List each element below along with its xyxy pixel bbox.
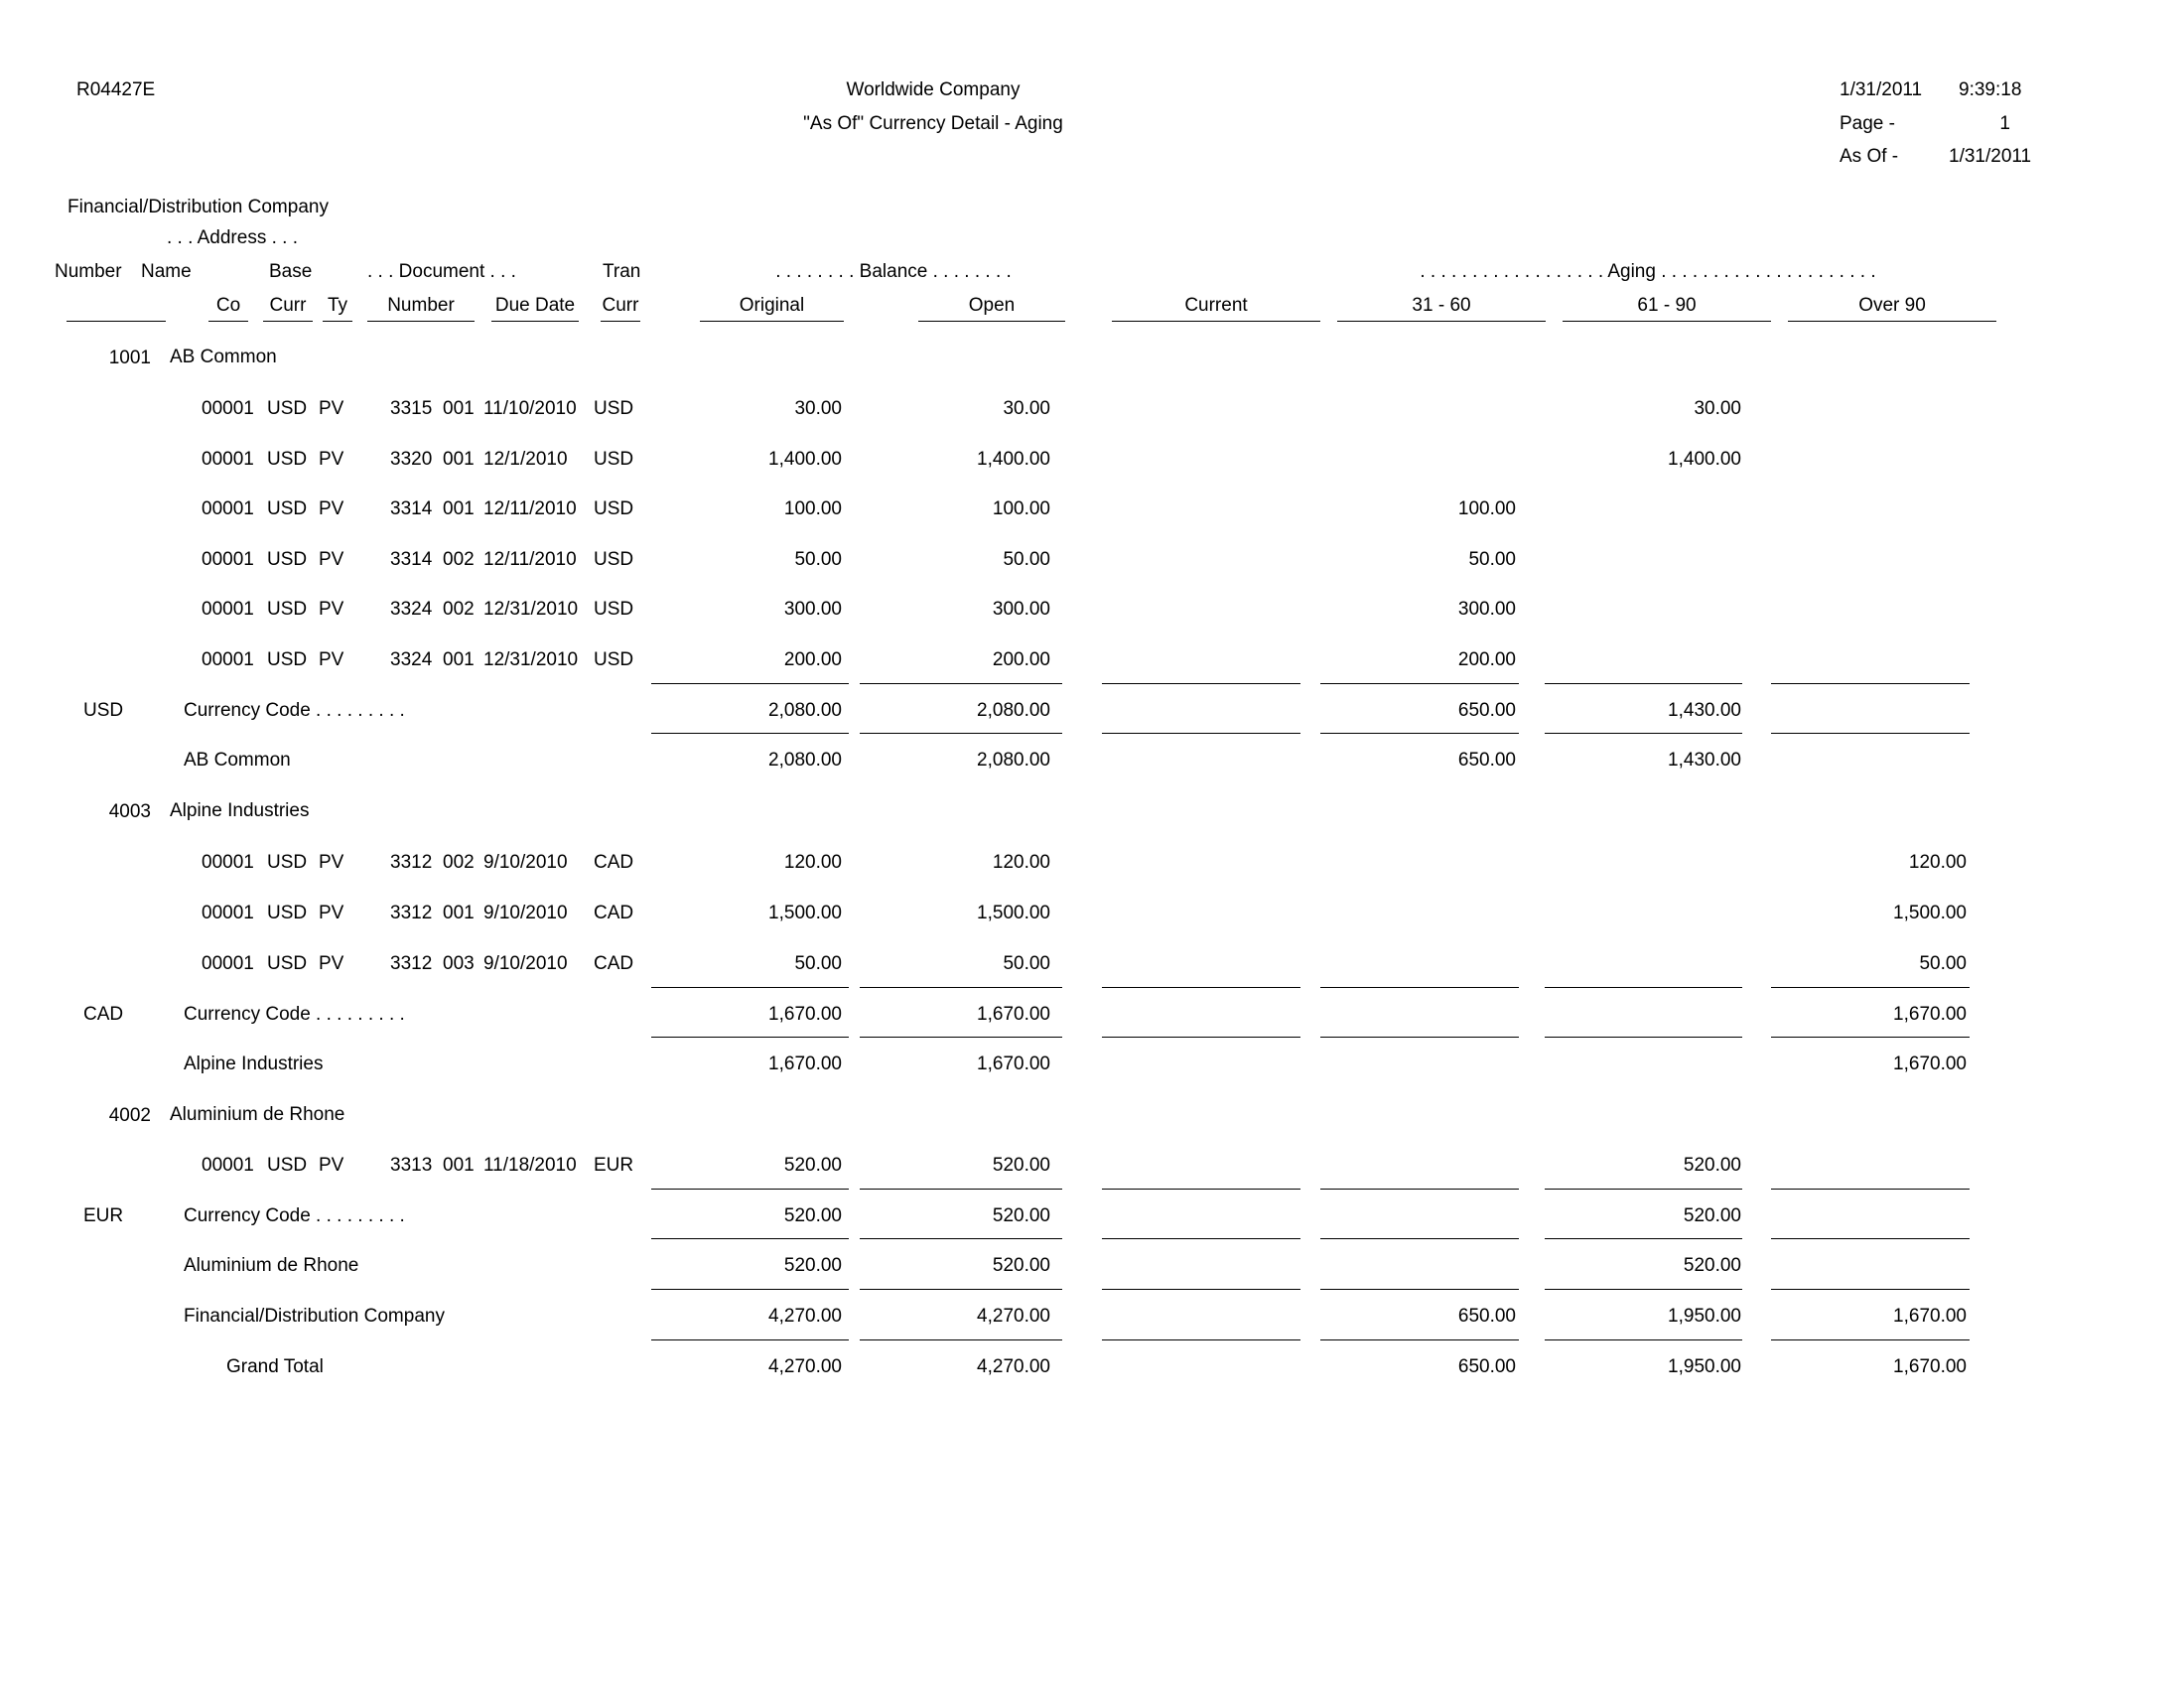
amount-original: 100.00: [783, 498, 842, 519]
amount-original: 200.00: [783, 649, 842, 670]
grand-total-label: Grand Total: [226, 1356, 324, 1377]
total-original: 2,080.00: [768, 750, 842, 771]
col-tran-heading: Tran: [603, 261, 641, 282]
total-over90: 1,670.00: [1893, 1356, 1967, 1377]
total-d31-60: 650.00: [1457, 1306, 1516, 1327]
detail-doc-number: 3312: [390, 903, 433, 923]
amount-open: 1,400.00: [977, 449, 1050, 470]
as-of-date: 1/31/2011: [1949, 146, 2032, 167]
total-label: AB Common: [184, 750, 291, 771]
detail-doc-item: 001: [443, 449, 475, 470]
total-d61-90: 1,950.00: [1668, 1306, 1741, 1327]
balance-group-heading: . . . . . . . . Balance . . . . . . . .: [775, 261, 1012, 282]
detail-tran-currency: USD: [594, 549, 634, 570]
supplier-name: AB Common: [170, 347, 277, 367]
detail-doc-number: 3315: [390, 398, 433, 419]
amount-open: 1,500.00: [977, 903, 1050, 923]
total-rule: [651, 733, 849, 734]
total-rule: [1545, 987, 1742, 988]
amount-d61-90: 520.00: [1683, 1155, 1741, 1176]
section-company: Financial/Distribution Company: [68, 197, 329, 217]
total-original: 4,270.00: [768, 1306, 842, 1327]
amount-original: 50.00: [794, 549, 842, 570]
detail-base-currency: USD: [267, 549, 308, 570]
document-group-heading: . . . Document . . .: [367, 261, 516, 282]
total-label: Alpine Industries: [184, 1054, 324, 1074]
page-label: Page -: [1840, 113, 1895, 134]
col-curr-heading: Curr: [269, 295, 307, 316]
total-rule: [1771, 1037, 1970, 1038]
detail-due-date: 11/10/2010: [483, 398, 577, 419]
col-over-90-heading: Over 90: [1858, 295, 1926, 316]
total-rule: [1320, 1189, 1519, 1190]
detail-due-date: 12/1/2010: [483, 449, 568, 470]
detail-doc-type: PV: [319, 953, 344, 974]
detail-base-currency: USD: [267, 498, 308, 519]
total-open: 1,670.00: [977, 1054, 1050, 1074]
total-currency-code: CAD: [83, 1004, 124, 1025]
total-rule: [860, 987, 1062, 988]
amount-d31-60: 50.00: [1468, 549, 1516, 570]
total-rule: [1545, 733, 1742, 734]
amount-open: 50.00: [1003, 549, 1050, 570]
total-rule: [1320, 1339, 1519, 1340]
total-rule: [1771, 683, 1970, 684]
total-original: 1,670.00: [768, 1054, 842, 1074]
amount-original: 1,400.00: [768, 449, 842, 470]
total-open: 2,080.00: [977, 750, 1050, 771]
detail-company: 00001: [202, 498, 254, 519]
amount-original: 300.00: [783, 599, 842, 620]
total-rule: [860, 1289, 1062, 1290]
detail-tran-currency: CAD: [594, 903, 634, 923]
detail-due-date: 9/10/2010: [483, 852, 568, 873]
detail-company: 00001: [202, 852, 254, 873]
total-label: Financial/Distribution Company: [184, 1306, 445, 1327]
total-rule: [860, 1339, 1062, 1340]
total-rule: [860, 1238, 1062, 1239]
col-name-heading: Name: [141, 261, 192, 282]
detail-doc-number: 3314: [390, 498, 433, 519]
detail-due-date: 12/11/2010: [483, 549, 577, 570]
total-d61-90: 520.00: [1683, 1255, 1741, 1276]
total-rule: [651, 1189, 849, 1190]
total-rule: [1545, 1339, 1742, 1340]
col-current-heading: Current: [1184, 295, 1248, 316]
total-over90: 1,670.00: [1893, 1004, 1967, 1025]
detail-doc-type: PV: [319, 599, 344, 620]
detail-tran-currency: USD: [594, 649, 634, 670]
detail-doc-number: 3312: [390, 852, 433, 873]
amount-d31-60: 100.00: [1457, 498, 1516, 519]
detail-doc-number: 3320: [390, 449, 433, 470]
total-rule: [651, 683, 849, 684]
total-rule: [1102, 1339, 1300, 1340]
detail-doc-type: PV: [319, 449, 344, 470]
total-rule: [1320, 987, 1519, 988]
col-due-date-heading: Due Date: [494, 295, 576, 316]
detail-company: 00001: [202, 398, 254, 419]
total-currency-code: USD: [83, 700, 124, 721]
detail-tran-currency: CAD: [594, 953, 634, 974]
supplier-name: Aluminium de Rhone: [170, 1104, 345, 1125]
detail-company: 00001: [202, 449, 254, 470]
detail-due-date: 12/31/2010: [483, 599, 579, 620]
detail-base-currency: USD: [267, 599, 308, 620]
detail-doc-item: 002: [443, 852, 475, 873]
total-original: 4,270.00: [768, 1356, 842, 1377]
col-open-heading: Open: [968, 295, 1016, 316]
detail-doc-type: PV: [319, 498, 344, 519]
detail-doc-item: 002: [443, 599, 475, 620]
amount-open: 50.00: [1003, 953, 1050, 974]
detail-doc-item: 001: [443, 1155, 475, 1176]
total-rule: [860, 733, 1062, 734]
col-ty-heading: Ty: [327, 295, 348, 316]
total-rule: [1102, 1037, 1300, 1038]
detail-tran-currency: USD: [594, 498, 634, 519]
detail-doc-type: PV: [319, 903, 344, 923]
amount-d31-60: 200.00: [1457, 649, 1516, 670]
detail-due-date: 9/10/2010: [483, 903, 568, 923]
amount-d61-90: 1,400.00: [1668, 449, 1741, 470]
total-rule: [1771, 1189, 1970, 1190]
detail-doc-number: 3312: [390, 953, 433, 974]
detail-doc-number: 3313: [390, 1155, 433, 1176]
total-open: 4,270.00: [977, 1356, 1050, 1377]
amount-open: 30.00: [1003, 398, 1050, 419]
detail-base-currency: USD: [267, 398, 308, 419]
amount-open: 120.00: [992, 852, 1050, 873]
total-d31-60: 650.00: [1457, 1356, 1516, 1377]
supplier-name: Alpine Industries: [170, 800, 310, 821]
detail-base-currency: USD: [267, 852, 308, 873]
detail-tran-currency: USD: [594, 449, 634, 470]
amount-d31-60: 300.00: [1457, 599, 1516, 620]
amount-original: 120.00: [783, 852, 842, 873]
detail-doc-item: 001: [443, 649, 475, 670]
detail-doc-item: 001: [443, 398, 475, 419]
detail-doc-item: 003: [443, 953, 475, 974]
total-label: Currency Code . . . . . . . . .: [184, 1004, 405, 1025]
total-label: Currency Code . . . . . . . . .: [184, 700, 405, 721]
total-rule: [1102, 1289, 1300, 1290]
detail-company: 00001: [202, 953, 254, 974]
detail-company: 00001: [202, 649, 254, 670]
col-61-90-heading: 61 - 90: [1637, 295, 1697, 316]
total-rule: [1545, 1037, 1742, 1038]
col-tran-curr-heading: Curr: [602, 295, 639, 316]
amount-original: 520.00: [783, 1155, 842, 1176]
col-base-heading: Base: [269, 261, 313, 282]
total-rule: [1771, 1339, 1970, 1340]
total-rule: [1320, 683, 1519, 684]
total-open: 520.00: [992, 1255, 1050, 1276]
total-d31-60: 650.00: [1457, 700, 1516, 721]
detail-doc-number: 3324: [390, 599, 433, 620]
supplier-number: 4003: [108, 801, 151, 822]
amount-over90: 50.00: [1919, 953, 1967, 974]
detail-tran-currency: CAD: [594, 852, 634, 873]
as-of-label: As Of -: [1840, 146, 1899, 167]
total-currency-code: EUR: [83, 1205, 124, 1226]
amount-over90: 1,500.00: [1893, 903, 1967, 923]
total-d61-90: 520.00: [1683, 1205, 1741, 1226]
detail-doc-number: 3314: [390, 549, 433, 570]
detail-tran-currency: USD: [594, 599, 634, 620]
detail-due-date: 12/11/2010: [483, 498, 577, 519]
total-rule: [1545, 683, 1742, 684]
total-rule: [651, 987, 849, 988]
total-rule: [860, 683, 1062, 684]
total-rule: [1102, 1189, 1300, 1190]
total-rule: [1320, 733, 1519, 734]
total-rule: [1545, 1189, 1742, 1190]
detail-due-date: 9/10/2010: [483, 953, 568, 974]
detail-doc-type: PV: [319, 649, 344, 670]
detail-due-date: 11/18/2010: [483, 1155, 577, 1176]
detail-doc-item: 001: [443, 903, 475, 923]
total-original: 520.00: [783, 1255, 842, 1276]
col-co-heading: Co: [215, 295, 241, 316]
detail-tran-currency: USD: [594, 398, 634, 419]
detail-doc-type: PV: [319, 398, 344, 419]
total-over90: 1,670.00: [1893, 1054, 1967, 1074]
detail-base-currency: USD: [267, 953, 308, 974]
total-rule: [1320, 1238, 1519, 1239]
amount-open: 100.00: [992, 498, 1050, 519]
total-d61-90: 1,950.00: [1668, 1356, 1741, 1377]
detail-base-currency: USD: [267, 649, 308, 670]
total-d61-90: 1,430.00: [1668, 750, 1741, 771]
detail-doc-item: 001: [443, 498, 475, 519]
amount-open: 520.00: [992, 1155, 1050, 1176]
total-rule: [651, 1238, 849, 1239]
total-original: 520.00: [783, 1205, 842, 1226]
total-rule: [1771, 1289, 1970, 1290]
total-rule: [1320, 1289, 1519, 1290]
report-id: R04427E: [76, 79, 156, 100]
col-31-60-heading: 31 - 60: [1412, 295, 1471, 316]
detail-due-date: 12/31/2010: [483, 649, 579, 670]
detail-company: 00001: [202, 549, 254, 570]
detail-doc-type: PV: [319, 549, 344, 570]
total-rule: [1771, 733, 1970, 734]
aging-group-heading: . . . . . . . . . . . . . . . . . . Aging . . . . . . . . . . . . . . . . . . . . .: [1420, 261, 1876, 282]
total-d61-90: 1,430.00: [1668, 700, 1741, 721]
total-label: Currency Code . . . . . . . . .: [184, 1205, 405, 1226]
address-group-heading: . . . Address . . .: [167, 227, 298, 248]
report-time: 9:39:18: [1959, 79, 2022, 100]
total-rule: [1545, 1289, 1742, 1290]
report-date: 1/31/2011: [1840, 79, 1923, 100]
amount-over90: 120.00: [1908, 852, 1967, 873]
detail-company: 00001: [202, 599, 254, 620]
total-rule: [860, 1189, 1062, 1190]
total-open: 2,080.00: [977, 700, 1050, 721]
detail-doc-number: 3324: [390, 649, 433, 670]
col-number-heading: Number: [55, 261, 122, 282]
total-open: 4,270.00: [977, 1306, 1050, 1327]
total-rule: [1320, 1037, 1519, 1038]
total-rule: [1102, 733, 1300, 734]
amount-original: 30.00: [794, 398, 842, 419]
detail-base-currency: USD: [267, 903, 308, 923]
total-open: 1,670.00: [977, 1004, 1050, 1025]
detail-base-currency: USD: [267, 449, 308, 470]
total-original: 1,670.00: [768, 1004, 842, 1025]
total-over90: 1,670.00: [1893, 1306, 1967, 1327]
report-title: "As Of" Currency Detail - Aging: [803, 113, 1063, 134]
amount-original: 1,500.00: [768, 903, 842, 923]
amount-original: 50.00: [794, 953, 842, 974]
page-number: 1: [1999, 113, 2010, 134]
total-open: 520.00: [992, 1205, 1050, 1226]
total-label: Aluminium de Rhone: [184, 1255, 359, 1276]
col-doc-number-heading: Number: [387, 295, 455, 316]
company-title: Worldwide Company: [846, 79, 1021, 100]
amount-d61-90: 30.00: [1694, 398, 1741, 419]
total-rule: [1771, 1238, 1970, 1239]
detail-doc-item: 002: [443, 549, 475, 570]
total-rule: [1102, 1238, 1300, 1239]
detail-company: 00001: [202, 1155, 254, 1176]
detail-base-currency: USD: [267, 1155, 308, 1176]
total-rule: [1102, 683, 1300, 684]
detail-company: 00001: [202, 903, 254, 923]
amount-open: 200.00: [992, 649, 1050, 670]
col-original-heading: Original: [739, 295, 805, 316]
total-rule: [651, 1289, 849, 1290]
supplier-number: 4002: [108, 1105, 151, 1126]
total-rule: [1771, 987, 1970, 988]
amount-open: 300.00: [992, 599, 1050, 620]
detail-tran-currency: EUR: [594, 1155, 634, 1176]
total-rule: [860, 1037, 1062, 1038]
total-d31-60: 650.00: [1457, 750, 1516, 771]
total-rule: [651, 1037, 849, 1038]
detail-doc-type: PV: [319, 852, 344, 873]
supplier-number: 1001: [108, 348, 151, 368]
total-rule: [1102, 987, 1300, 988]
detail-doc-type: PV: [319, 1155, 344, 1176]
total-rule: [1545, 1238, 1742, 1239]
total-rule: [651, 1339, 849, 1340]
total-original: 2,080.00: [768, 700, 842, 721]
